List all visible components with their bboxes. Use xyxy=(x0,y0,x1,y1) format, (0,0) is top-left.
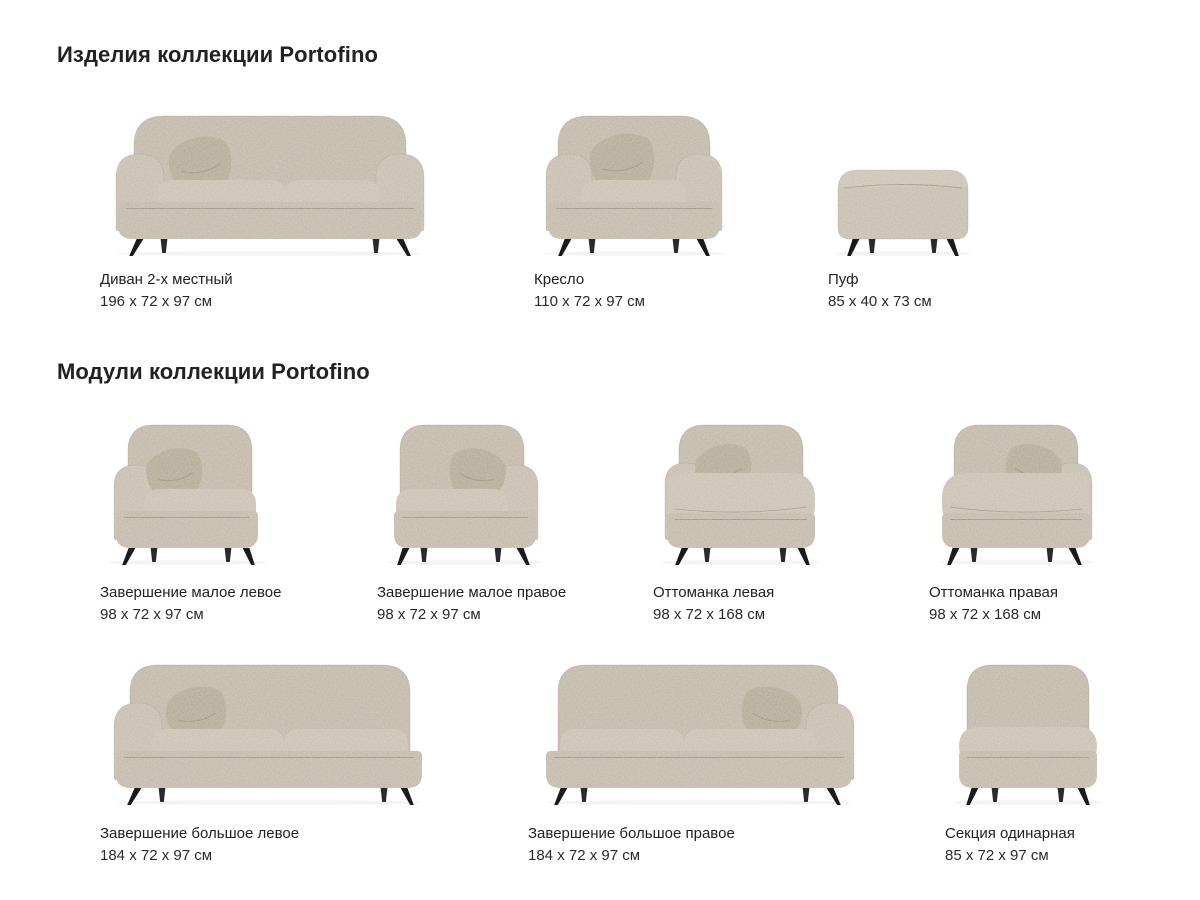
module-card xyxy=(528,655,868,866)
armchair-image xyxy=(534,106,734,256)
product-card xyxy=(534,106,734,312)
module-name: Завершение малое левое xyxy=(100,584,282,601)
ottoman-right-image xyxy=(929,415,1104,565)
section-single-image xyxy=(945,655,1112,805)
module-card xyxy=(377,415,567,625)
module-dimensions: 98 x 72 x 168 см xyxy=(653,606,766,623)
product-name: Кресло xyxy=(534,271,585,288)
sofa-2-seat-image xyxy=(100,106,440,256)
section-title-products: Изделия коллекции Portofino xyxy=(57,42,379,67)
module-card xyxy=(945,655,1112,866)
module-dimensions: 98 x 72 x 168 см xyxy=(929,606,1042,623)
module-name: Завершение малое правое xyxy=(377,584,567,601)
module-card xyxy=(653,415,828,625)
module-small-left-image xyxy=(100,415,275,565)
module-name: Завершение большое правое xyxy=(528,825,735,842)
module-card xyxy=(929,415,1104,625)
module-dimensions: 85 x 72 x 97 см xyxy=(945,847,1049,864)
module-dimensions: 98 x 72 x 97 см xyxy=(100,606,204,623)
product-dimensions: 196 x 72 x 97 см xyxy=(100,293,213,310)
module-card xyxy=(100,655,440,866)
product-name: Пуф xyxy=(828,271,859,288)
module-name: Оттоманка левая xyxy=(653,584,775,601)
product-dimensions: 85 x 40 x 73 см xyxy=(828,293,932,310)
module-card xyxy=(100,415,282,625)
product-card xyxy=(100,106,440,312)
module-name: Оттоманка правая xyxy=(929,584,1058,601)
module-dimensions: 184 x 72 x 97 см xyxy=(100,847,213,864)
ottoman-left-image xyxy=(653,415,828,565)
module-small-right-image xyxy=(377,415,552,565)
product-name: Диван 2-х местный xyxy=(100,271,233,288)
module-name: Секция одинарная xyxy=(945,825,1075,842)
product-dimensions: 110 x 72 x 97 см xyxy=(534,293,645,310)
module-large-right-image xyxy=(528,655,868,805)
module-dimensions: 98 x 72 x 97 см xyxy=(377,606,481,623)
module-dimensions: 184 x 72 x 97 см xyxy=(528,847,641,864)
pouf-image xyxy=(828,106,978,256)
product-card xyxy=(828,106,978,312)
module-large-left-image xyxy=(100,655,440,805)
section-title-modules: Модули коллекции Portofino xyxy=(57,359,370,384)
module-name: Завершение большое левое xyxy=(100,825,300,842)
